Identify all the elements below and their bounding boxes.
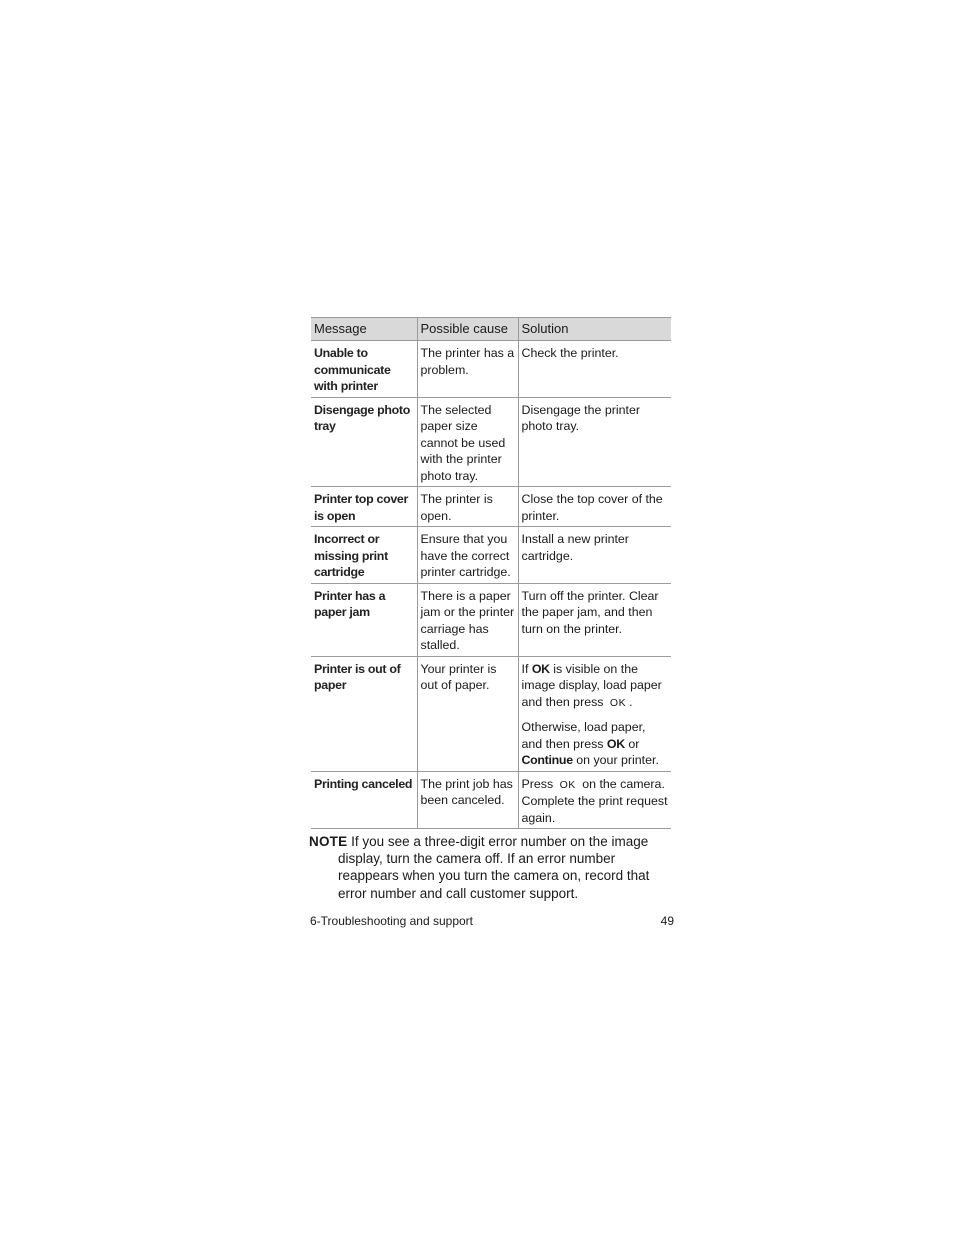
solution-text: .	[629, 694, 633, 709]
message-cell: Printer has a paper jam	[311, 583, 417, 656]
ok-term: OK	[606, 736, 625, 751]
solution-text: Otherwise, load paper, and then press	[521, 720, 646, 751]
table-row	[311, 527, 671, 584]
solution-text: If	[521, 661, 532, 676]
column-header-possible-cause: Possible cause	[417, 318, 518, 341]
continue-term: Continue	[521, 753, 573, 767]
cause-cell: The print job has been canceled.	[417, 771, 518, 829]
solution-text: or	[624, 736, 640, 751]
cause-cell: The selected paper size cannot be used with the printer photo tray.	[417, 397, 518, 487]
cause-cell: The printer has a problem.	[417, 341, 518, 398]
solution-text: is visible on the image display, load paper and then press	[521, 661, 662, 709]
footer-section-title: 6-Troubleshooting and support	[310, 914, 473, 928]
solution-cell: Close the top cover of the printer.	[518, 487, 671, 527]
table-row	[311, 656, 671, 771]
note	[311, 833, 672, 902]
table-row	[311, 341, 671, 398]
solution-cell	[518, 656, 671, 771]
page-content	[311, 317, 671, 902]
solution-text: on the camera. Complete the print request again.	[521, 776, 668, 825]
note-label: NOTE	[309, 834, 348, 849]
solution-cell: Disengage the printer photo tray.	[518, 397, 671, 487]
note-text: If you see a three-digit error number on the image display, turn the camera off. If an error number reappears when you turn the camera on, record that error number and call customer support.	[338, 834, 650, 901]
message-cell: Printer top cover is open	[311, 487, 417, 527]
solution-cell: Check the printer.	[518, 341, 671, 398]
table-header-row	[311, 318, 671, 341]
message-cell: Unable to communicate with printer	[311, 341, 417, 398]
cause-cell: Your printer is out of paper.	[417, 656, 518, 771]
page-footer	[310, 914, 674, 928]
solution-paragraph	[522, 661, 669, 712]
cause-cell: There is a paper jam or the printer carriage has stalled.	[417, 583, 518, 656]
message-cell: Incorrect or missing print cartridge	[311, 527, 417, 584]
column-header-solution: Solution	[518, 318, 671, 341]
cause-cell: Ensure that you have the correct printer cartridge.	[417, 527, 518, 584]
solution-text: Press	[521, 776, 557, 791]
troubleshooting-table	[311, 317, 671, 829]
ok-button-icon: OK	[609, 696, 627, 709]
page-number: 49	[660, 914, 674, 928]
table-row	[311, 771, 671, 829]
message-cell: Printer is out of paper	[311, 656, 417, 771]
message-cell: Printing canceled	[311, 771, 417, 829]
solution-cell: Turn off the printer. Clear the paper jam, and then turn on the printer.	[518, 583, 671, 656]
cause-cell: The printer is open.	[417, 487, 518, 527]
solution-text: on your printer.	[572, 753, 659, 767]
solution-paragraph	[522, 719, 669, 769]
table-row	[311, 583, 671, 656]
ok-term: OK	[531, 661, 550, 676]
solution-cell: Install a new printer cartridge.	[518, 527, 671, 584]
solution-cell	[518, 771, 671, 829]
table-row	[311, 397, 671, 487]
column-header-message: Message	[311, 318, 417, 341]
ok-button-icon: OK	[559, 778, 576, 791]
table-row	[311, 487, 671, 527]
message-cell: Disengage photo tray	[311, 397, 417, 487]
